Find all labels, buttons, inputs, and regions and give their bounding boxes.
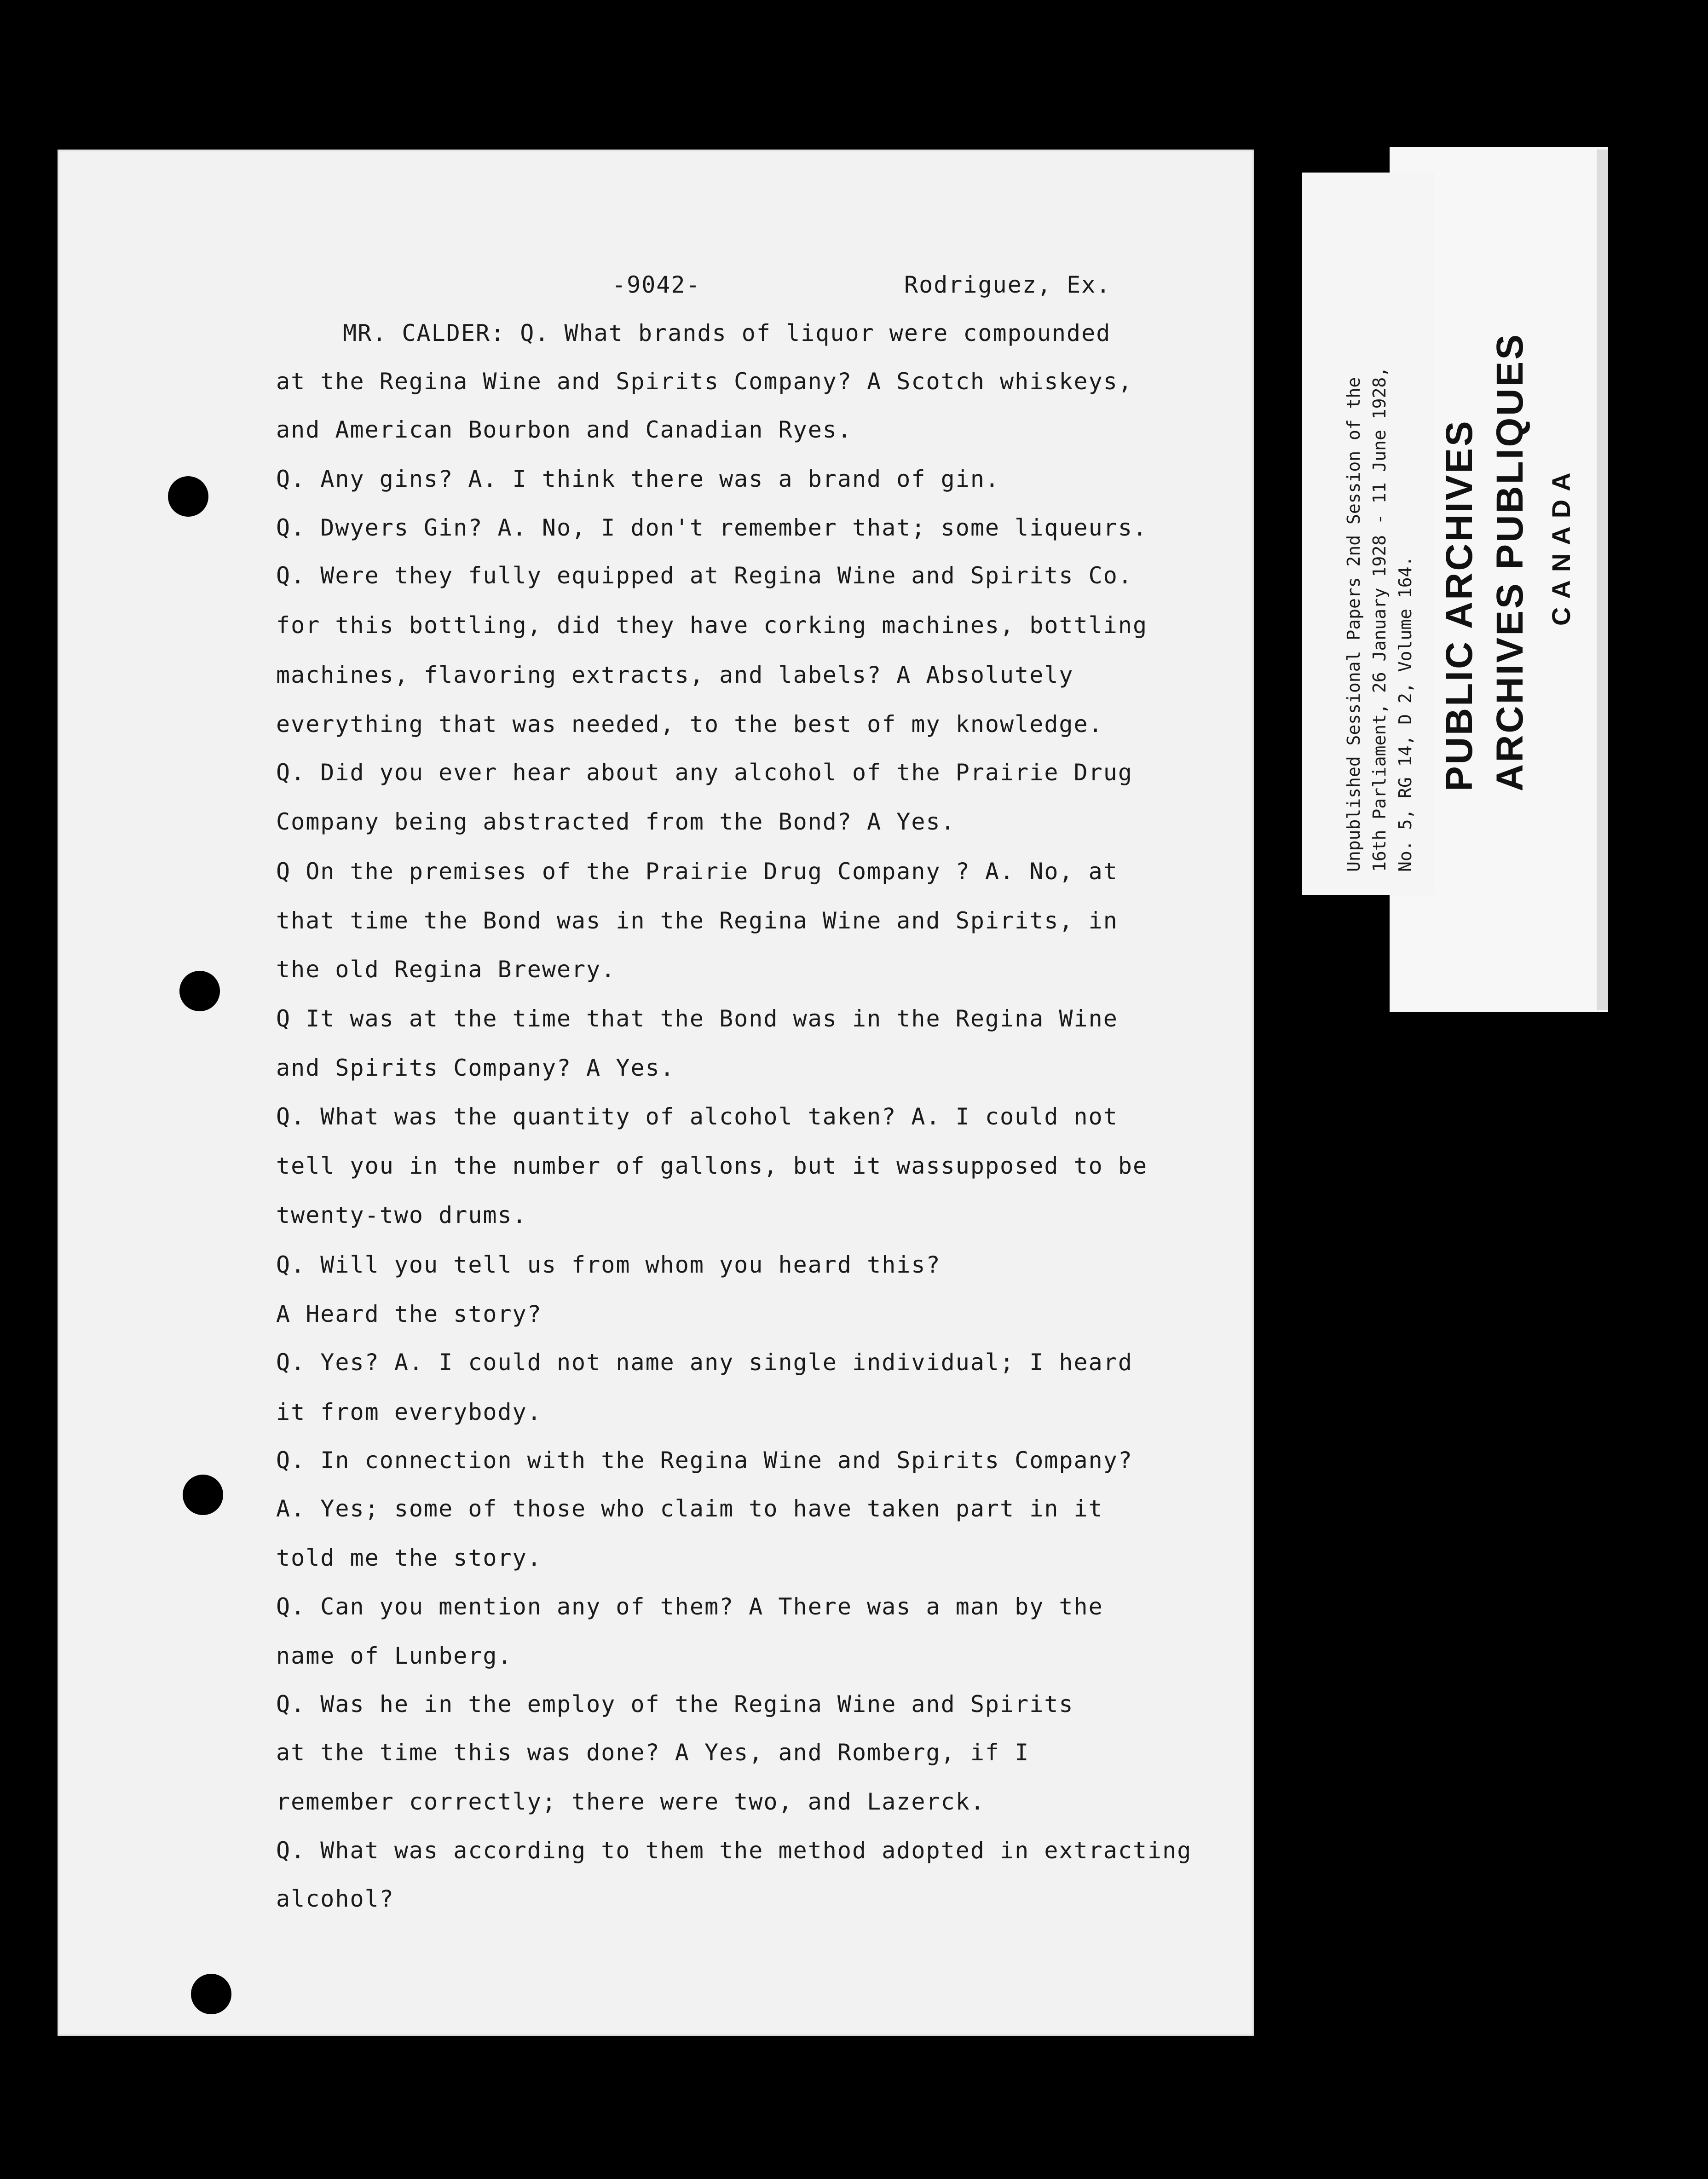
archive-label-english: PUBLIC ARCHIVES (1438, 419, 1480, 791)
transcript-line: A. Yes; some of those who claim to have taken part in it (276, 1495, 1103, 1522)
transcript-line: everything that was needed, to the best of my knowledge. (276, 711, 1103, 738)
punch-hole (168, 476, 208, 517)
transcript-line: that time the Bond was in the Regina Wine and Spirits, in (276, 907, 1118, 934)
transcript-line: Q. In connection with the Regina Wine and Spirits Company? (276, 1447, 1133, 1474)
transcript-line: Q. Did you ever hear about any alcohol of the Prairie Drug (276, 759, 1133, 786)
transcript-line: Q. Was he in the employ of the Regina Wine and Spirits (276, 1691, 1074, 1718)
archive-reference-line: Unpublished Sessional Papers 2nd Session of the (1344, 377, 1364, 872)
transcript-line: MR. CALDER: Q. What brands of liquor were compounded (343, 320, 1111, 346)
transcript-line: told me the story. (276, 1545, 542, 1571)
transcript-line: twenty-two drums. (276, 1202, 527, 1228)
archive-reference-line: 16th Parliament, 26 January 1928 - 11 June 1928, (1369, 366, 1390, 872)
archive-label-country: CANADA (1546, 464, 1575, 626)
transcript-line: Q On the premises of the Prairie Drug Company ? A. No, at (276, 858, 1118, 885)
transcript-line: Q. Any gins? A. I think there was a brand of gin. (276, 466, 1000, 492)
transcript-line: Q. Yes? A. I could not name any single individual; I heard (276, 1349, 1133, 1376)
transcript-line: Q It was at the time that the Bond was in the Regina Wine (276, 1005, 1118, 1032)
transcript-line: and American Bourbon and Canadian Ryes. (276, 416, 852, 443)
transcript-line: tell you in the number of gallons, but it wassupposed to be (276, 1153, 1148, 1179)
punch-hole (183, 1475, 223, 1515)
transcript-line: and Spirits Company? A Yes. (276, 1055, 675, 1081)
transcript-line: Company being abstracted from the Bond? A Yes. (276, 808, 956, 835)
transcript-line: Q. What was the quantity of alcohol taken? A. I could not (276, 1103, 1118, 1130)
punch-hole (179, 971, 220, 1011)
page-number: -9042- (612, 271, 701, 298)
witness-header: Rodriguez, Ex. (904, 271, 1111, 298)
transcript-line: Q. Can you mention any of them? A There was a man by the (276, 1593, 1103, 1620)
transcript-line: Q. Were they fully equipped at Regina Wine and Spirits Co. (276, 562, 1133, 589)
transcript-line: name of Lunberg. (276, 1643, 513, 1669)
transcript-line: the old Regina Brewery. (276, 956, 616, 983)
transcript-line: at the time this was done? A Yes, and Romberg, if I (276, 1739, 1030, 1766)
transcript-line: machines, flavoring extracts, and labels? A Absolutely (276, 662, 1074, 688)
transcript-line: remember correctly; there were two, and Lazerck. (276, 1788, 985, 1815)
transcript-line: alcohol? (276, 1885, 394, 1912)
transcript-line: Q. What was according to them the method adopted in extracting (276, 1837, 1192, 1864)
transcript-line: Q. Will you tell us from whom you heard this? (276, 1251, 941, 1278)
transcript-line: for this bottling, did they have corking machines, bottling (276, 612, 1148, 639)
transcript-line: at the Regina Wine and Spirits Company? A Scotch whiskeys, (276, 368, 1133, 395)
archive-label-french: ARCHIVES PUBLIQUES (1489, 333, 1531, 791)
transcript-line: A Heard the story? (276, 1301, 542, 1327)
transcript-line: it from everybody. (276, 1399, 542, 1425)
transcript-line: Q. Dwyers Gin? A. No, I don't remember that; some liqueurs. (276, 514, 1148, 541)
punch-hole (191, 1974, 231, 2014)
archive-reference-line: No. 5, RG 14, D 2, Volume 164. (1395, 556, 1415, 872)
archive-label-edge (1597, 150, 1608, 1010)
